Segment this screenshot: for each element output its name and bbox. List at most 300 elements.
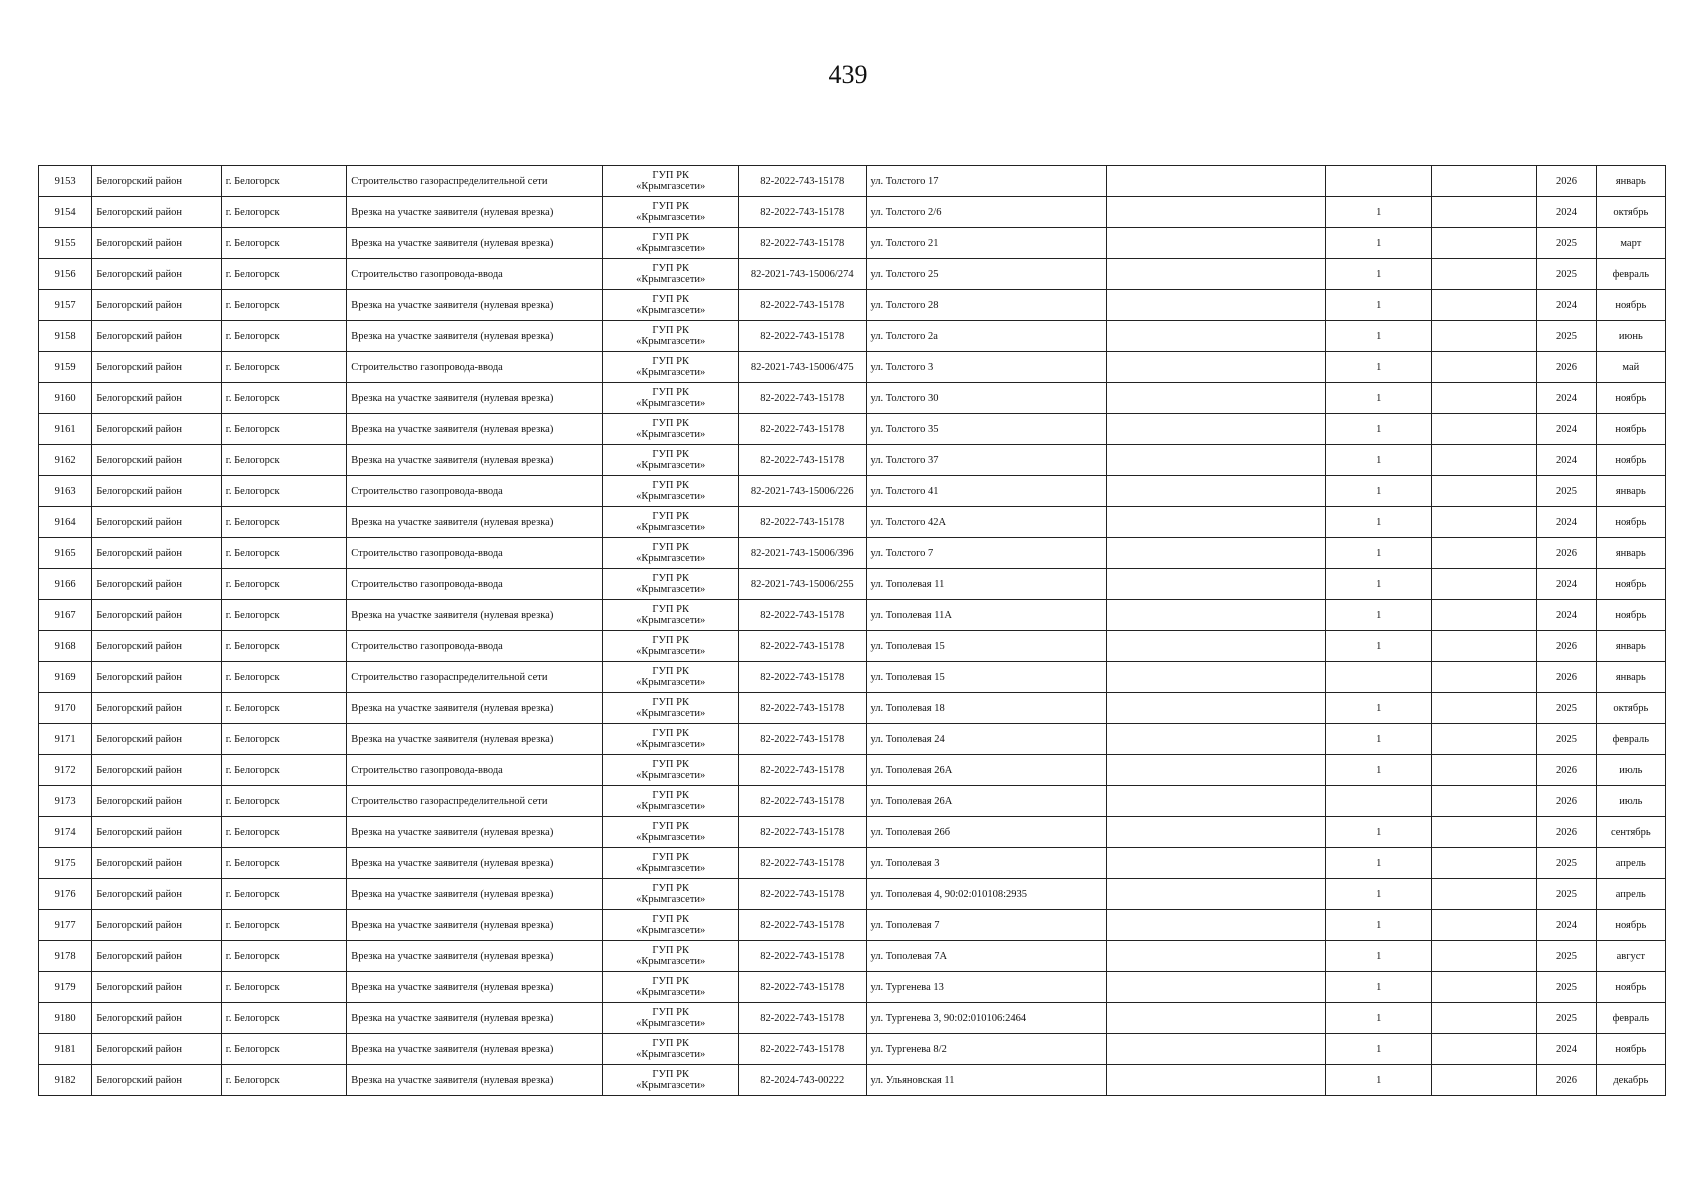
district-cell: Белогорский район [92,507,222,538]
district-cell: Белогорский район [92,538,222,569]
empty-cell [1431,941,1536,972]
year-cell: 2025 [1537,228,1596,259]
town-cell: г. Белогорск [221,910,347,941]
address-cell: ул. Тополевая 15 [866,662,1106,693]
address-cell: ул. Тополевая 24 [866,724,1106,755]
table-row [39,662,1666,693]
organization-name: ГУП РК [652,356,689,367]
contract-number-cell: 82-2021-743-15006/226 [738,476,866,507]
month-cell: ноябрь [1596,569,1665,600]
empty-cell [1431,259,1536,290]
empty-cell [1106,848,1326,879]
empty-cell [1106,1034,1326,1065]
month-cell: август [1596,941,1665,972]
organization-brand: «Крымгазсети» [636,243,706,254]
table-row [39,352,1666,383]
month-cell: октябрь [1596,693,1665,724]
town-cell: г. Белогорск [221,414,347,445]
work-type-cell: Врезка на участке заявителя (нулевая врезка) [347,445,603,476]
quantity-cell: 1 [1326,197,1431,228]
row-number-cell: 9172 [39,755,92,786]
month-cell: февраль [1596,1003,1665,1034]
district-cell: Белогорский район [92,569,222,600]
address-cell: ул. Толстого 25 [866,259,1106,290]
district-cell: Белогорский район [92,1065,222,1096]
month-cell: апрель [1596,848,1665,879]
month-cell: октябрь [1596,197,1665,228]
empty-cell [1106,1003,1326,1034]
work-type-cell: Строительство газопровода-ввода [347,569,603,600]
quantity-cell [1326,166,1431,197]
empty-cell [1431,197,1536,228]
address-cell: ул. Толстого 30 [866,383,1106,414]
table-row [39,445,1666,476]
table-row [39,507,1666,538]
organization-name: ГУП РК [652,170,689,181]
address-cell: ул. Тополевая 15 [866,631,1106,662]
empty-cell [1431,879,1536,910]
organization-cell [603,1065,739,1096]
district-cell: Белогорский район [92,879,222,910]
town-cell: г. Белогорск [221,352,347,383]
address-cell: ул. Толстого 17 [866,166,1106,197]
organization-cell [603,631,739,662]
work-type-cell: Строительство газораспределительной сети [347,662,603,693]
empty-cell [1106,166,1326,197]
organization-brand: «Крымгазсети» [636,863,706,874]
town-cell: г. Белогорск [221,228,347,259]
address-cell: ул. Толстого 28 [866,290,1106,321]
town-cell: г. Белогорск [221,1003,347,1034]
year-cell: 2026 [1537,786,1596,817]
work-type-cell: Строительство газопровода-ввода [347,352,603,383]
year-cell: 2025 [1537,476,1596,507]
table-row [39,631,1666,662]
table-row [39,848,1666,879]
empty-cell [1106,197,1326,228]
table-row [39,879,1666,910]
organization-name: ГУП РК [652,852,689,863]
town-cell: г. Белогорск [221,569,347,600]
empty-cell [1106,1065,1326,1096]
town-cell: г. Белогорск [221,600,347,631]
organization-brand: «Крымгазсети» [636,212,706,223]
organization-brand: «Крымгазсети» [636,832,706,843]
year-cell: 2024 [1537,569,1596,600]
empty-cell [1106,476,1326,507]
organization-cell [603,600,739,631]
organization-cell [603,662,739,693]
quantity-cell: 1 [1326,848,1431,879]
quantity-cell: 1 [1326,228,1431,259]
contract-number-cell: 82-2022-743-15178 [738,445,866,476]
organization-name: ГУП РК [652,883,689,894]
row-number-cell: 9173 [39,786,92,817]
organization-brand: «Крымгазсети» [636,522,706,533]
table-row [39,321,1666,352]
work-type-cell: Строительство газопровода-ввода [347,259,603,290]
work-type-cell: Строительство газопровода-ввода [347,755,603,786]
year-cell: 2025 [1537,724,1596,755]
organization-brand: «Крымгазсети» [636,677,706,688]
organization-name: ГУП РК [652,1069,689,1080]
register-table [38,165,1666,1096]
work-type-cell: Врезка на участке заявителя (нулевая врезка) [347,383,603,414]
year-cell: 2025 [1537,879,1596,910]
empty-cell [1106,538,1326,569]
year-cell: 2024 [1537,507,1596,538]
organization-cell [603,383,739,414]
quantity-cell: 1 [1326,476,1431,507]
district-cell: Белогорский район [92,228,222,259]
district-cell: Белогорский район [92,693,222,724]
address-cell: ул. Тополевая 7 [866,910,1106,941]
organization-brand: «Крымгазсети» [636,925,706,936]
table-row [39,786,1666,817]
row-number-cell: 9171 [39,724,92,755]
empty-cell [1431,352,1536,383]
organization-cell [603,693,739,724]
empty-cell [1431,786,1536,817]
empty-cell [1106,972,1326,1003]
district-cell: Белогорский район [92,476,222,507]
address-cell: ул. Тополевая 18 [866,693,1106,724]
contract-number-cell: 82-2022-743-15178 [738,848,866,879]
work-type-cell: Врезка на участке заявителя (нулевая врезка) [347,972,603,1003]
town-cell: г. Белогорск [221,941,347,972]
address-cell: ул. Толстого 7 [866,538,1106,569]
organization-brand: «Крымгазсети» [636,770,706,781]
address-cell: ул. Тополевая 26А [866,755,1106,786]
row-number-cell: 9163 [39,476,92,507]
district-cell: Белогорский район [92,817,222,848]
empty-cell [1431,538,1536,569]
district-cell: Белогорский район [92,941,222,972]
work-type-cell: Врезка на участке заявителя (нулевая врезка) [347,197,603,228]
empty-cell [1431,910,1536,941]
empty-cell [1431,569,1536,600]
empty-cell [1431,600,1536,631]
quantity-cell: 1 [1326,600,1431,631]
organization-name: ГУП РК [652,573,689,584]
empty-cell [1106,600,1326,631]
quantity-cell: 1 [1326,817,1431,848]
work-type-cell: Врезка на участке заявителя (нулевая врезка) [347,414,603,445]
town-cell: г. Белогорск [221,755,347,786]
organization-brand: «Крымгазсети» [636,274,706,285]
empty-cell [1431,817,1536,848]
table-row [39,600,1666,631]
empty-cell [1106,321,1326,352]
contract-number-cell: 82-2022-743-15178 [738,817,866,848]
contract-number-cell: 82-2022-743-15178 [738,786,866,817]
row-number-cell: 9170 [39,693,92,724]
empty-cell [1106,259,1326,290]
quantity-cell: 1 [1326,941,1431,972]
empty-cell [1106,290,1326,321]
empty-cell [1106,879,1326,910]
table-row [39,197,1666,228]
district-cell: Белогорский район [92,600,222,631]
district-cell: Белогорский район [92,910,222,941]
month-cell: февраль [1596,724,1665,755]
quantity-cell: 1 [1326,693,1431,724]
district-cell: Белогорский район [92,662,222,693]
quantity-cell: 1 [1326,352,1431,383]
organization-brand: «Крымгазсети» [636,1080,706,1091]
work-type-cell: Врезка на участке заявителя (нулевая врезка) [347,879,603,910]
address-cell: ул. Тополевая 3 [866,848,1106,879]
address-cell: ул. Тополевая 7А [866,941,1106,972]
organization-brand: «Крымгазсети» [636,491,706,502]
district-cell: Белогорский район [92,1034,222,1065]
organization-cell [603,786,739,817]
month-cell: январь [1596,631,1665,662]
organization-name: ГУП РК [652,511,689,522]
year-cell: 2026 [1537,166,1596,197]
town-cell: г. Белогорск [221,817,347,848]
quantity-cell: 1 [1326,1003,1431,1034]
year-cell: 2024 [1537,197,1596,228]
organization-cell [603,259,739,290]
year-cell: 2025 [1537,321,1596,352]
contract-number-cell: 82-2022-743-15178 [738,662,866,693]
address-cell: ул. Толстого 2а [866,321,1106,352]
year-cell: 2026 [1537,817,1596,848]
empty-cell [1106,507,1326,538]
empty-cell [1431,445,1536,476]
contract-number-cell: 82-2022-743-15178 [738,600,866,631]
row-number-cell: 9175 [39,848,92,879]
empty-cell [1431,662,1536,693]
row-number-cell: 9180 [39,1003,92,1034]
empty-cell [1431,321,1536,352]
organization-name: ГУП РК [652,201,689,212]
organization-name: ГУП РК [652,449,689,460]
address-cell: ул. Толстого 2/6 [866,197,1106,228]
organization-cell [603,445,739,476]
month-cell: январь [1596,538,1665,569]
table-row [39,941,1666,972]
empty-cell [1106,662,1326,693]
contract-number-cell: 82-2024-743-00222 [738,1065,866,1096]
organization-cell [603,569,739,600]
organization-name: ГУП РК [652,263,689,274]
month-cell: май [1596,352,1665,383]
contract-number-cell: 82-2022-743-15178 [738,507,866,538]
contract-number-cell: 82-2022-743-15178 [738,383,866,414]
table-row [39,228,1666,259]
table-row [39,910,1666,941]
organization-cell [603,414,739,445]
month-cell: ноябрь [1596,972,1665,1003]
table-row [39,569,1666,600]
organization-brand: «Крымгазсети» [636,708,706,719]
organization-name: ГУП РК [652,759,689,770]
town-cell: г. Белогорск [221,259,347,290]
table-row [39,414,1666,445]
organization-cell [603,166,739,197]
register-table-body [39,166,1666,1096]
year-cell: 2026 [1537,538,1596,569]
work-type-cell: Врезка на участке заявителя (нулевая врезка) [347,941,603,972]
district-cell: Белогорский район [92,259,222,290]
quantity-cell: 1 [1326,290,1431,321]
work-type-cell: Строительство газопровода-ввода [347,538,603,569]
organization-brand: «Крымгазсети» [636,987,706,998]
work-type-cell: Врезка на участке заявителя (нулевая врезка) [347,228,603,259]
month-cell: январь [1596,476,1665,507]
address-cell: ул. Толстого 42А [866,507,1106,538]
month-cell: ноябрь [1596,600,1665,631]
year-cell: 2025 [1537,259,1596,290]
empty-cell [1431,383,1536,414]
district-cell: Белогорский район [92,197,222,228]
address-cell: ул. Тургенева 8/2 [866,1034,1106,1065]
row-number-cell: 9174 [39,817,92,848]
organization-brand: «Крымгазсети» [636,1018,706,1029]
organization-name: ГУП РК [652,945,689,956]
work-type-cell: Врезка на участке заявителя (нулевая врезка) [347,507,603,538]
quantity-cell: 1 [1326,724,1431,755]
address-cell: ул. Тополевая 4, 90:02:010108:2935 [866,879,1106,910]
organization-brand: «Крымгазсети» [636,398,706,409]
table-row [39,1065,1666,1096]
organization-name: ГУП РК [652,325,689,336]
month-cell: декабрь [1596,1065,1665,1096]
organization-cell [603,910,739,941]
work-type-cell: Врезка на участке заявителя (нулевая врезка) [347,724,603,755]
organization-brand: «Крымгазсети» [636,894,706,905]
district-cell: Белогорский район [92,1003,222,1034]
organization-name: ГУП РК [652,542,689,553]
row-number-cell: 9167 [39,600,92,631]
year-cell: 2024 [1537,414,1596,445]
organization-brand: «Крымгазсети» [636,584,706,595]
table-row [39,1003,1666,1034]
row-number-cell: 9155 [39,228,92,259]
work-type-cell: Врезка на участке заявителя (нулевая врезка) [347,910,603,941]
table-row [39,383,1666,414]
row-number-cell: 9159 [39,352,92,383]
month-cell: апрель [1596,879,1665,910]
organization-name: ГУП РК [652,294,689,305]
row-number-cell: 9176 [39,879,92,910]
town-cell: г. Белогорск [221,476,347,507]
table-row [39,972,1666,1003]
row-number-cell: 9156 [39,259,92,290]
month-cell: ноябрь [1596,507,1665,538]
organization-cell [603,538,739,569]
row-number-cell: 9153 [39,166,92,197]
year-cell: 2024 [1537,445,1596,476]
district-cell: Белогорский район [92,631,222,662]
organization-cell [603,972,739,1003]
row-number-cell: 9161 [39,414,92,445]
row-number-cell: 9158 [39,321,92,352]
work-type-cell: Строительство газопровода-ввода [347,631,603,662]
quantity-cell [1326,786,1431,817]
year-cell: 2024 [1537,910,1596,941]
organization-cell [603,290,739,321]
empty-cell [1431,166,1536,197]
contract-number-cell: 82-2022-743-15178 [738,879,866,910]
table-row [39,290,1666,321]
organization-name: ГУП РК [652,1038,689,1049]
row-number-cell: 9165 [39,538,92,569]
town-cell: г. Белогорск [221,724,347,755]
contract-number-cell: 82-2022-743-15178 [738,910,866,941]
organization-cell [603,724,739,755]
town-cell: г. Белогорск [221,848,347,879]
year-cell: 2025 [1537,693,1596,724]
district-cell: Белогорский район [92,755,222,786]
town-cell: г. Белогорск [221,631,347,662]
organization-cell [603,941,739,972]
row-number-cell: 9169 [39,662,92,693]
town-cell: г. Белогорск [221,321,347,352]
town-cell: г. Белогорск [221,538,347,569]
organization-cell [603,755,739,786]
organization-cell [603,228,739,259]
organization-cell [603,879,739,910]
work-type-cell: Врезка на участке заявителя (нулевая врезка) [347,1065,603,1096]
contract-number-cell: 82-2022-743-15178 [738,755,866,786]
organization-name: ГУП РК [652,821,689,832]
work-type-cell: Врезка на участке заявителя (нулевая врезка) [347,693,603,724]
organization-cell [603,507,739,538]
quantity-cell: 1 [1326,259,1431,290]
row-number-cell: 9182 [39,1065,92,1096]
empty-cell [1431,631,1536,662]
district-cell: Белогорский район [92,972,222,1003]
work-type-cell: Врезка на участке заявителя (нулевая врезка) [347,321,603,352]
month-cell: январь [1596,166,1665,197]
empty-cell [1106,228,1326,259]
town-cell: г. Белогорск [221,879,347,910]
work-type-cell: Строительство газораспределительной сети [347,786,603,817]
work-type-cell: Врезка на участке заявителя (нулевая врезка) [347,290,603,321]
district-cell: Белогорский район [92,383,222,414]
empty-cell [1106,352,1326,383]
year-cell: 2026 [1537,662,1596,693]
district-cell: Белогорский район [92,414,222,445]
district-cell: Белогорский район [92,848,222,879]
organization-name: ГУП РК [652,604,689,615]
year-cell: 2024 [1537,600,1596,631]
table-row [39,166,1666,197]
quantity-cell: 1 [1326,1065,1431,1096]
district-cell: Белогорский район [92,321,222,352]
month-cell: сентябрь [1596,817,1665,848]
quantity-cell [1326,662,1431,693]
year-cell: 2024 [1537,290,1596,321]
row-number-cell: 9181 [39,1034,92,1065]
empty-cell [1431,1003,1536,1034]
town-cell: г. Белогорск [221,1034,347,1065]
organization-brand: «Крымгазсети» [636,367,706,378]
row-number-cell: 9160 [39,383,92,414]
town-cell: г. Белогорск [221,786,347,817]
town-cell: г. Белогорск [221,972,347,1003]
empty-cell [1106,941,1326,972]
work-type-cell: Врезка на участке заявителя (нулевая врезка) [347,817,603,848]
table-row [39,724,1666,755]
organization-brand: «Крымгазсети» [636,429,706,440]
work-type-cell: Врезка на участке заявителя (нулевая врезка) [347,600,603,631]
contract-number-cell: 82-2022-743-15178 [738,724,866,755]
quantity-cell: 1 [1326,1034,1431,1065]
